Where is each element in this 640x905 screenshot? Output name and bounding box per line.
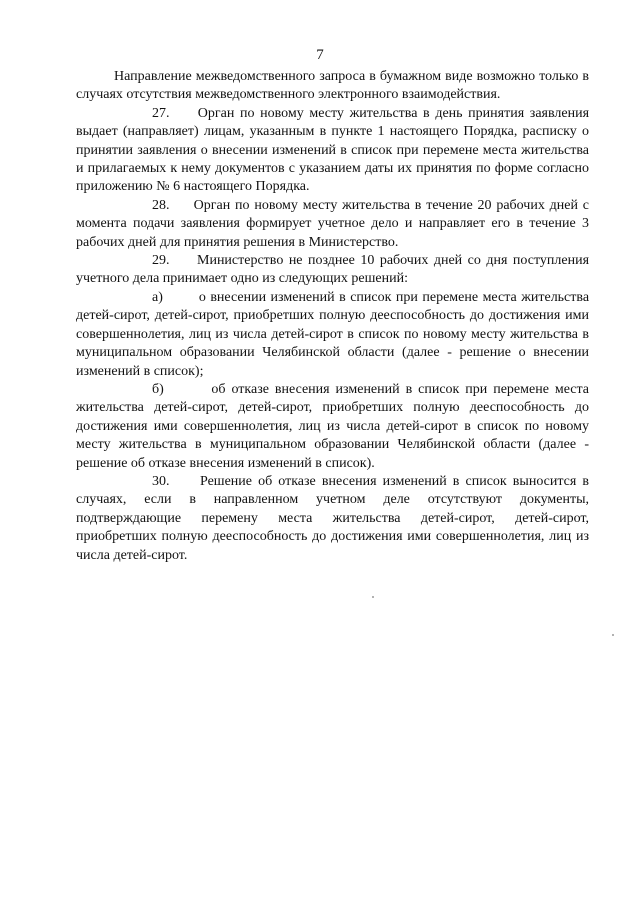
scan-speck	[372, 596, 374, 598]
paragraph-text: Решение об отказе внесения изменений в список выносится в случаях, если в направленном учетном деле отсутствуют документы, подтверждающие перемену места жительства детей-сирот, детей-сирот, приобретших полную дееспособность до достижения ими совершеннолетия, лиц из числа детей-сирот.	[76, 473, 590, 563]
paragraph-text: Направление межведомственного запроса в бумажном виде возможно только в случаях отсутствия межведомственного электронного взаимодействия.	[76, 69, 589, 103]
document-body	[76, 68, 589, 565]
subitem-label: а)	[152, 289, 163, 305]
paragraph-number: 28.	[152, 197, 170, 213]
subitem-text: об отказе внесения изменений в список при перемене места жительства детей-сирот, детей-сирот, приобретших полную дееспособность до достижения ими совершеннолетия, лиц из числа детей-сирот в список по новому месту жительства в муниципальном образовании Челябинской области (далее - решение об отказе внесения изменений в список).	[76, 381, 590, 471]
paragraph-30	[76, 473, 589, 565]
paragraph-intro	[76, 68, 589, 105]
paragraph-text: Орган по новому месту жительства в течение 20 рабочих дней с момента подачи заявления формирует учетное дело и направляет его в течение 3 рабочих дней для принятия решения в Министерство.	[76, 197, 590, 250]
subitem-label: б)	[152, 381, 164, 397]
paragraph-27	[76, 105, 589, 197]
paragraph-number: 29.	[152, 253, 170, 269]
subitem-text: о внесении изменений в список при перемене места жительства детей-сирот, детей-сирот, приобретших полную дееспособность до достижения ими совершеннолетия, лиц из числа детей-сирот в список по новому месту жительства в муниципальном образовании Челябинской области (далее - решение о внесении изменений в список);	[76, 289, 590, 379]
paragraph-29	[76, 252, 589, 289]
subitem-b	[76, 381, 589, 473]
scan-speck	[612, 634, 614, 636]
subitem-a	[76, 289, 589, 381]
page-number: 7	[316, 47, 324, 63]
paragraph-number: 27.	[152, 105, 170, 121]
paragraph-text: Министерство не позднее 10 рабочих дней со дня поступления учетного дела принимает одно из следующих решений:	[76, 253, 590, 287]
paragraph-28	[76, 197, 589, 252]
paragraph-text: Орган по новому месту жительства в день принятия заявления выдает (направляет) лицам, указанным в пункте 1 настоящего Порядка, расписку о принятии заявления о внесении изменений в список при перемене места жительства и прилагаемых к нему документов с указанием даты их принятия по форме согласно приложению № 6 настоящего Порядка.	[76, 105, 590, 195]
paragraph-number: 30.	[152, 473, 170, 489]
